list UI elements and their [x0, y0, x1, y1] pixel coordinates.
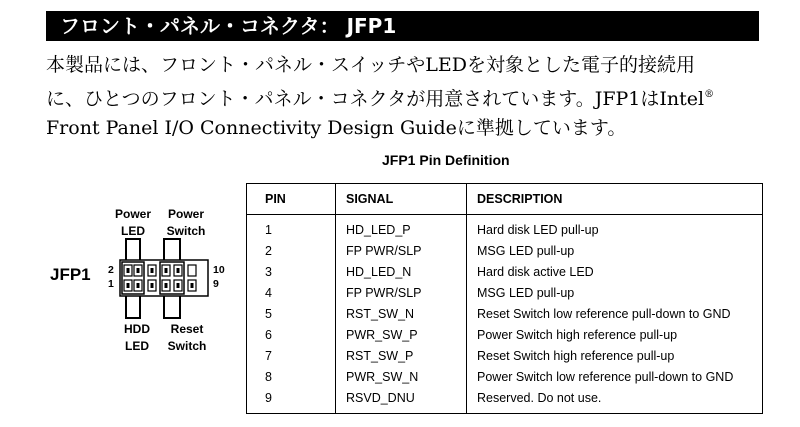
cell-description: Hard disk LED pull-up [467, 215, 763, 241]
table-row [247, 366, 763, 387]
cell-signal: HD_LED_N [336, 261, 467, 282]
cell-signal: FP PWR/SLP [336, 282, 467, 303]
cell-description: Hard disk active LED [467, 261, 763, 282]
label-power-led: Power LED [114, 207, 151, 238]
table-row [247, 345, 763, 366]
cell-description: Reset Switch high reference pull-up [467, 345, 763, 366]
table-row [247, 240, 763, 261]
paragraph-line-3: Front Panel I/O Connectivity Design Guideに準拠しています。 [46, 117, 627, 139]
cell-signal: PWR_SW_N [336, 366, 467, 387]
table-row [247, 324, 763, 345]
cell-signal: RSVD_DNU [336, 387, 467, 414]
section-title: フロント・パネル・コネクタ： JFP1 [60, 14, 397, 38]
cell-pin: 7 [265, 348, 272, 363]
pin-number-top-left: 2 [108, 264, 114, 276]
cell-pin: 6 [265, 327, 272, 342]
paragraph-line-1: 本製品には、フロント・パネル・スイッチやLEDを対象とした電子的接続用 [46, 54, 695, 76]
connector-name: JFP1 [50, 265, 91, 284]
cell-signal: RST_SW_P [336, 345, 467, 366]
section-header [46, 11, 759, 41]
table-row [247, 215, 763, 241]
registered-mark: ® [704, 89, 715, 100]
table-header-row [247, 184, 763, 215]
cell-description: Reset Switch low reference pull-down to GND [467, 303, 763, 324]
label-hdd-led: HDD LED [124, 322, 150, 353]
cell-pin: 2 [265, 243, 272, 258]
description-paragraph [46, 51, 770, 143]
table-row [247, 261, 763, 282]
connector-diagram [100, 236, 220, 326]
pin-number-bottom-left: 1 [108, 278, 114, 290]
column-header-description: DESCRIPTION [467, 184, 763, 215]
cell-description: Power Switch high reference pull-up [467, 324, 763, 345]
pin-number-top-right: 10 [213, 264, 225, 276]
cell-description: MSG LED pull-up [467, 282, 763, 303]
cell-signal: PWR_SW_P [336, 324, 467, 345]
column-header-pin: PIN [247, 184, 336, 215]
table-row [247, 282, 763, 303]
cell-pin: 9 [265, 390, 272, 405]
pin-definition-table [246, 183, 763, 414]
label-power-switch: Power Switch [166, 207, 206, 238]
table-row [247, 303, 763, 324]
cell-description: MSG LED pull-up [467, 240, 763, 261]
cell-description: Reserved. Do not use. [467, 387, 763, 414]
cell-signal: FP PWR/SLP [336, 240, 467, 261]
cell-pin: 5 [265, 306, 272, 321]
cell-signal: RST_SW_N [336, 303, 467, 324]
cell-pin: 8 [265, 369, 272, 384]
cell-pin: 3 [265, 264, 272, 279]
pin-number-bottom-right: 9 [213, 278, 219, 290]
paragraph-line-2 [46, 80, 770, 114]
cell-pin: 4 [265, 285, 272, 300]
paragraph-line-2-text: に、ひとつのフロント・パネル・コネクタが用意されています。JFP1はIntel [46, 88, 705, 110]
table-title: JFP1 Pin Definition [382, 152, 510, 168]
table-row [247, 387, 763, 414]
cell-description: Power Switch low reference pull-down to GND [467, 366, 763, 387]
cell-signal: HD_LED_P [336, 215, 467, 241]
label-reset-switch: Reset Switch [167, 322, 207, 353]
cell-pin: 1 [265, 222, 272, 237]
column-header-signal: SIGNAL [336, 184, 467, 215]
